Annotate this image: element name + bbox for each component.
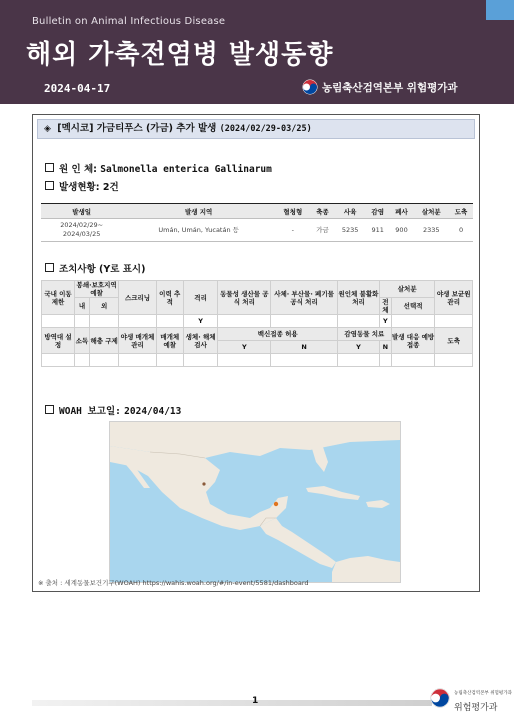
woah-label: WOAH 보고일: <box>59 406 121 417</box>
m-inactivation: 원인체 불활화 처리 <box>337 281 379 315</box>
cell-date <box>41 219 122 242</box>
m-cull-selective: 선택적 <box>391 298 435 315</box>
alert-title: [멕시코] 가금티푸스 (가금) 추가 발생 <box>57 123 217 134</box>
col-culled: 살처분 <box>413 204 449 219</box>
m-vaccination: 백신접종 허용 <box>218 328 337 341</box>
bulletin-label: Bulletin on Animal Infectious Disease <box>32 16 226 27</box>
date-start: 2024/02/29~ <box>60 221 104 229</box>
v2-8 <box>337 354 379 367</box>
alert-bar <box>37 119 475 139</box>
v2-11 <box>435 354 473 367</box>
checkbox-icon <box>45 405 54 414</box>
v1-9: Y <box>379 315 391 328</box>
occurrence-value: 2건 <box>102 182 119 193</box>
v1-1 <box>75 315 90 328</box>
col-infected: 감염 <box>366 204 390 219</box>
footer-org: 농림축산검역본부 위험평가과 <box>454 691 512 696</box>
v2-3 <box>119 354 157 367</box>
v1-6 <box>218 315 271 328</box>
footer-bar <box>32 700 432 706</box>
cell-slaughtered: 0 <box>449 219 473 242</box>
v2-6 <box>218 354 271 367</box>
agency-brand <box>302 79 458 95</box>
outbreak-marker-icon <box>274 502 278 506</box>
page-number: 1 <box>252 696 259 706</box>
m-outside: 외 <box>90 298 119 315</box>
col-dead: 폐사 <box>390 204 414 219</box>
header-accent <box>486 0 514 20</box>
v2-7 <box>271 354 338 367</box>
v2-2 <box>90 354 119 367</box>
m-move-restrict: 국내 이동 제한 <box>42 281 75 315</box>
measures-title: 조치사항 (Y로 표시) <box>59 264 146 275</box>
issue-date: 2024-04-17 <box>44 82 111 95</box>
woah-line <box>45 403 181 417</box>
woah-date: 2024/04/13 <box>124 406 182 417</box>
v1-5: Y <box>183 315 218 328</box>
checkbox-icon <box>45 181 54 190</box>
m-vector-surveillance: 매개체 예찰 <box>156 328 183 354</box>
map-graphic <box>110 422 400 582</box>
m-vac-n: N <box>271 341 338 354</box>
v1-4 <box>156 315 183 328</box>
v2-9 <box>379 354 391 367</box>
m-inside: 내 <box>75 298 90 315</box>
m-wildlife-reservoir: 야생 보균원 관리 <box>435 281 473 315</box>
occurrence-label: 발생현황: <box>59 182 100 193</box>
measures-header-row-2 <box>42 328 473 341</box>
col-date: 발생일 <box>41 204 122 219</box>
report-panel <box>32 114 480 592</box>
col-species: 축종 <box>311 204 335 219</box>
m-quarantine: 격리 <box>183 281 218 315</box>
v1-3 <box>119 315 157 328</box>
pathogen-line <box>45 161 272 175</box>
city-marker-icon <box>202 482 205 485</box>
v2-1 <box>75 354 90 367</box>
table-header-row <box>41 204 473 219</box>
outbreak-table <box>41 203 473 242</box>
m-response-vaccination: 발생 대응 예방 접종 <box>391 328 435 354</box>
m-carcass-disposal: 사체· 부산물· 폐기물 공식 처리 <box>271 281 338 315</box>
m-ante-post-mortem: 생체· 해체 검사 <box>183 328 218 354</box>
m-zone-setting: 방역대 설정 <box>42 328 75 354</box>
cell-infected: 911 <box>366 219 390 242</box>
cell-serotype: - <box>275 219 311 242</box>
occurrence-line <box>45 179 119 193</box>
v1-11 <box>435 315 473 328</box>
cell-raised: 5235 <box>334 219 365 242</box>
col-serotype: 혈청형 <box>275 204 311 219</box>
m-product-disposal: 동물성 생산물 공식 처리 <box>218 281 271 315</box>
cell-species: 가금 <box>311 219 335 242</box>
pathogen-value: Salmonella enterica Gallinarum <box>100 164 272 175</box>
m-culling: 살처분 <box>379 281 434 298</box>
m-treat-n: N <box>379 341 391 354</box>
m-traceability: 이력 추적 <box>156 281 183 315</box>
v1-10 <box>391 315 435 328</box>
v2-0 <box>42 354 75 367</box>
m-treat-y: Y <box>337 341 379 354</box>
header-banner <box>0 0 514 104</box>
checkbox-icon <box>45 163 54 172</box>
cell-region: Umán, Umán, Yucatán 등 <box>122 219 275 242</box>
page-title: 해외 가축전염병 발생동향 <box>26 40 334 70</box>
v2-5 <box>183 354 218 367</box>
v1-8 <box>337 315 379 328</box>
checkbox-icon <box>45 263 54 272</box>
m-zone-surveillance: 봉쇄·보호지역 예찰 <box>75 281 119 298</box>
col-raised: 사육 <box>334 204 365 219</box>
date-end: 2024/03/25 <box>62 230 101 238</box>
pathogen-label: 원 인 체: <box>59 164 97 175</box>
v1-7 <box>271 315 338 328</box>
m-slaughter: 도축 <box>435 328 473 354</box>
v2-4 <box>156 354 183 367</box>
v1-2 <box>90 315 119 328</box>
m-pest-control: 해충 구제 <box>90 328 119 354</box>
m-cull-all: 전체 <box>379 298 391 315</box>
cell-dead: 900 <box>390 219 414 242</box>
m-vac-y: Y <box>218 341 271 354</box>
measures-table <box>41 280 473 367</box>
measures-header-row-1 <box>42 281 473 298</box>
col-region: 발생 지역 <box>122 204 275 219</box>
footer-dept: 위험평가과 <box>454 703 498 713</box>
m-disinfection: 소독 <box>75 328 90 354</box>
measures-value-row-2 <box>42 354 473 367</box>
m-wild-vector: 야생 매개체 관리 <box>119 328 157 354</box>
v1-0 <box>42 315 75 328</box>
source-note: ※ 출처 : 세계동물보건기구(WOAH) https://wahis.woah.org/#/in-event/5581/dashboard <box>38 579 309 587</box>
alert-period: (2024/02/29-03/25) <box>219 124 312 134</box>
taegeuk-logo-icon <box>302 79 318 95</box>
m-treatment: 감염동물 치료 <box>337 328 391 341</box>
m-screening: 스크리닝 <box>119 281 157 315</box>
measures-line <box>45 261 145 275</box>
table-row <box>41 219 473 242</box>
cell-culled: 2335 <box>413 219 449 242</box>
measures-value-row-1 <box>42 315 473 328</box>
brand-text: 농림축산검역본부 위험평가과 <box>322 81 458 94</box>
col-slaughtered: 도축 <box>449 204 473 219</box>
v2-10 <box>391 354 435 367</box>
footer-logo-icon <box>430 688 450 708</box>
diamond-icon: ◈ <box>44 124 51 134</box>
outbreak-map <box>109 421 401 583</box>
